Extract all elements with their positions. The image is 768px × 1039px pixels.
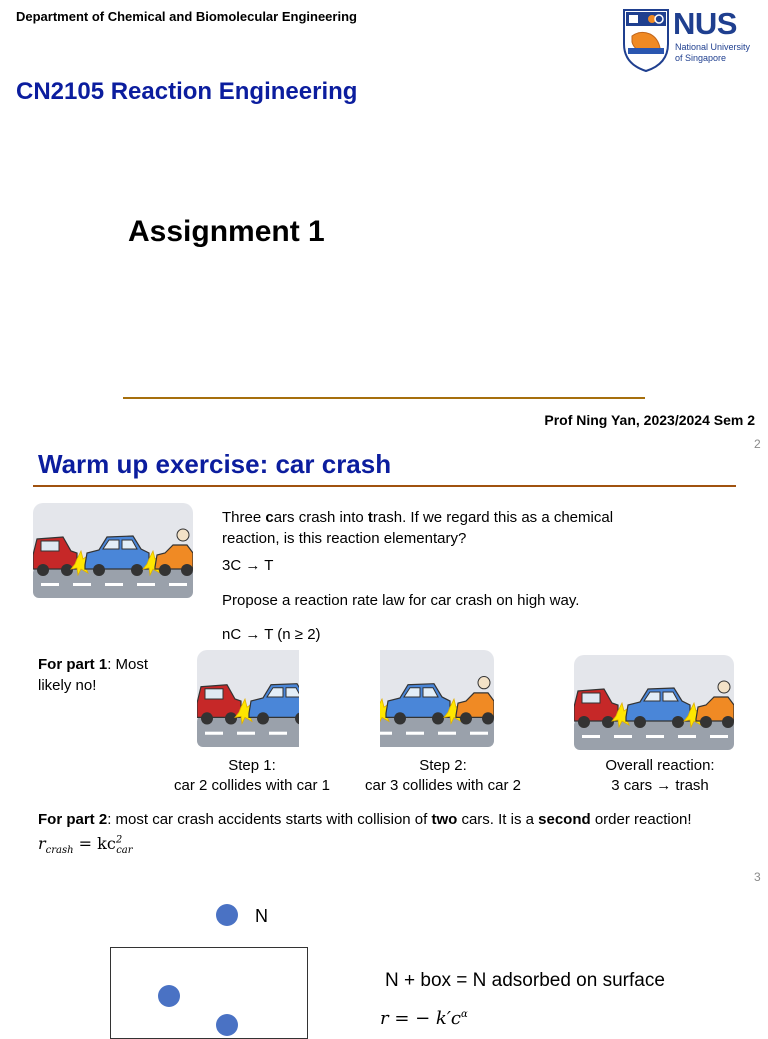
molecule-dot	[216, 904, 238, 926]
car-crash-illustration	[33, 503, 193, 598]
nus-logo	[622, 8, 762, 74]
step1-caption: Step 1: car 2 collides with car 1	[174, 757, 330, 794]
logo-line2: of Singapore	[675, 53, 727, 63]
author-line: Prof Ning Yan, 2023/2024 Sem 2	[544, 412, 755, 428]
step2-image	[380, 650, 494, 747]
page-number: 3	[754, 870, 761, 884]
logo-abbr: NUS	[673, 6, 737, 41]
rate-law: $r_{crash} = kc^2_{car}$	[38, 834, 133, 857]
part2-answer: For part 2: most car crash accidents starts with collision of two cars. It is a second order reaction!	[38, 811, 692, 828]
adsorption-reaction: N + box = N adsorbed on surface	[385, 970, 665, 991]
question-1: Three cars crash into trash. If we regard this as a chemical reaction, is this reaction elementary?	[222, 509, 614, 547]
equation-1: 3C → T	[222, 557, 274, 574]
step1-image	[197, 650, 299, 747]
question-2: Propose a reaction rate law for car crash on high way.	[222, 592, 580, 609]
slide-title: Warm up exercise: car crash	[38, 449, 392, 479]
overall-caption: Overall reaction: 3 cars → trash	[605, 757, 715, 794]
page-number: 2	[754, 437, 761, 451]
title-divider	[123, 397, 645, 399]
part1-answer: For part 1: Most likely no!	[38, 656, 149, 694]
logo-line1: National University	[675, 42, 751, 52]
assignment-title: Assignment 1	[128, 215, 325, 248]
n-label: N	[255, 906, 268, 926]
course-title: CN2105 Reaction Engineering	[16, 78, 358, 105]
overall-image	[574, 655, 734, 750]
equation-2: nC → T (n ≥ 2)	[222, 626, 321, 643]
nus-crest-icon	[622, 8, 670, 72]
surface-box	[110, 947, 308, 1039]
department-name: Department of Chemical and Biomolecular Engineering	[16, 9, 357, 24]
adsorbed-dot	[158, 985, 180, 1007]
adsorption-rate: r = − $k'c^\alpha$	[380, 1008, 468, 1029]
step2-caption: Step 2: car 3 collides with car 2	[365, 757, 521, 794]
adsorbed-dot	[216, 1014, 238, 1036]
title-divider	[33, 485, 736, 487]
